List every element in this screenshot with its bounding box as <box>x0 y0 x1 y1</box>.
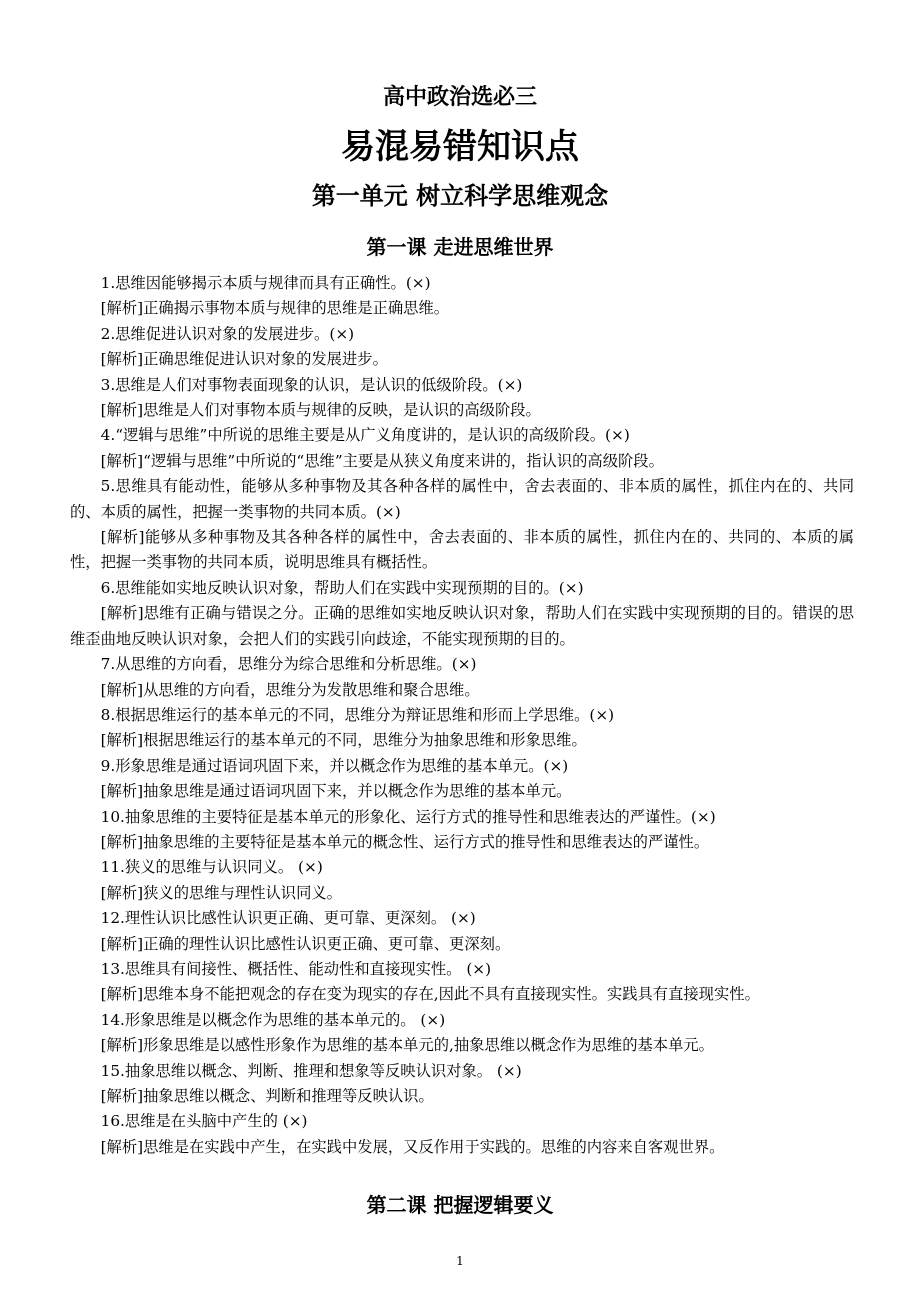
explanation-item: [解析]根据思维运行的基本单元的不同，思维分为抽象思维和形象思维。 <box>100 731 587 750</box>
explanation-item: [解析]正确揭示事物本质与规律的思维是正确思维。 <box>100 299 450 318</box>
question-item: 10.抽象思维的主要特征是基本单元的形象化、运行方式的推导性和思维表达的严谨性。(×) <box>100 807 716 826</box>
question-item: 12.理性认识比感性认识更正确、更可靠、更深刻。 (×) <box>100 909 476 928</box>
question-item: 5.思维具有能动性，能够从多种事物及其各种各样的属性中，舍去表面的、非本质的属性，抓住内在的、共同的、本质的属性，把握一类事物的共同本质。(×) <box>70 477 854 521</box>
explanation-item: [解析]正确思维促进认识对象的发展进步。 <box>100 350 388 369</box>
lesson-1-title: 第一课 走进思维世界 <box>366 235 554 259</box>
explanation-item: [解析]“逻辑与思维”中所说的“思维”主要是从狭义角度来讲的，指认识的高级阶段。 <box>100 451 664 470</box>
subject-heading: 高中政治选必三 <box>382 85 537 110</box>
explanation-item: [解析]正确的理性认识比感性认识更正确、更可靠、更深刻。 <box>100 934 511 953</box>
question-item: 7.从思维的方向看，思维分为综合思维和分析思维。(×) <box>100 655 477 674</box>
lesson-1-items <box>70 271 854 1160</box>
unit-title: 第一单元 树立科学思维观念 <box>311 182 609 210</box>
explanation-item: [解析]思维是在实践中产生，在实践中发展，又反作用于实践的。思维的内容来自客观世界。 <box>100 1137 725 1156</box>
question-item: 15.抽象思维以概念、判断、推理和想象等反映认识对象。 (×) <box>100 1061 522 1080</box>
question-item: 6.思维能如实地反映认识对象，帮助人们在实践中实现预期的目的。(×) <box>100 578 584 597</box>
explanation-item: [解析]抽象思维的主要特征是基本单元的概念性、运行方式的推导性和思维表达的严谨性。 <box>100 832 710 851</box>
page-number: 1 <box>456 1254 464 1268</box>
question-item: 11.狭义的思维与认识同义。 (×) <box>100 858 323 877</box>
explanation-item: [解析]思维有正确与错误之分。正确的思维如实地反映认识对象，帮助人们在实践中实现预期的目的。错误的思维歪曲地反映认识对象，会把人们的实践引向歧途，不能实现预期的目的。 <box>70 604 854 648</box>
question-item: 13.思维具有间接性、概括性、能动性和直接现实性。 (×) <box>100 959 492 978</box>
explanation-item: [解析]抽象思维是通过语词巩固下来，并以概念作为思维的基本单元。 <box>100 782 572 801</box>
explanation-item: [解析]狭义的思维与理性认识同义。 <box>100 883 342 902</box>
explanation-item: [解析]形象思维是以感性形象作为思维的基本单元的,抽象思维以概念作为思维的基本单元。 <box>100 1036 714 1055</box>
main-title: 易混易错知识点 <box>341 127 579 167</box>
lesson-2-title: 第二课 把握逻辑要义 <box>366 1193 554 1217</box>
explanation-item: [解析]从思维的方向看，思维分为发散思维和聚合思维。 <box>100 680 480 699</box>
question-item: 8.根据思维运行的基本单元的不同，思维分为辩证思维和形而上学思维。(×) <box>100 705 615 724</box>
question-item: 3.思维是人们对事物表面现象的认识，是认识的低级阶段。(×) <box>100 375 523 394</box>
question-item: 4.“逻辑与思维”中所说的思维主要是从广义角度讲的，是认识的高级阶段。(×) <box>100 426 630 445</box>
question-item: 14.形象思维是以概念作为思维的基本单元的。 (×) <box>100 1010 446 1029</box>
explanation-item: [解析]能够从多种事物及其各种各样的属性中，舍去表面的、非本质的属性，抓住内在的、共同的、本质的属性，把握一类事物的共同本质，说明思维具有概括性。 <box>70 528 854 572</box>
question-item: 1.思维因能够揭示本质与规律而具有正确性。(×) <box>100 274 431 292</box>
explanation-item: [解析]思维本身不能把观念的存在变为现实的存在,因此不具有直接现实性。实践具有直接现实性。 <box>100 985 760 1004</box>
question-item: 16.思维是在头脑中产生的 (×) <box>100 1112 308 1131</box>
explanation-item: [解析]思维是人们对事物本质与规律的反映，是认识的高级阶段。 <box>100 401 541 420</box>
question-item: 2.思维促进认识对象的发展进步。(×) <box>100 324 355 343</box>
question-item: 9.形象思维是通过语词巩固下来，并以概念作为思维的基本单元。(×) <box>100 756 569 775</box>
explanation-item: [解析]抽象思维以概念、判断和推理等反映认识。 <box>100 1087 434 1105</box>
